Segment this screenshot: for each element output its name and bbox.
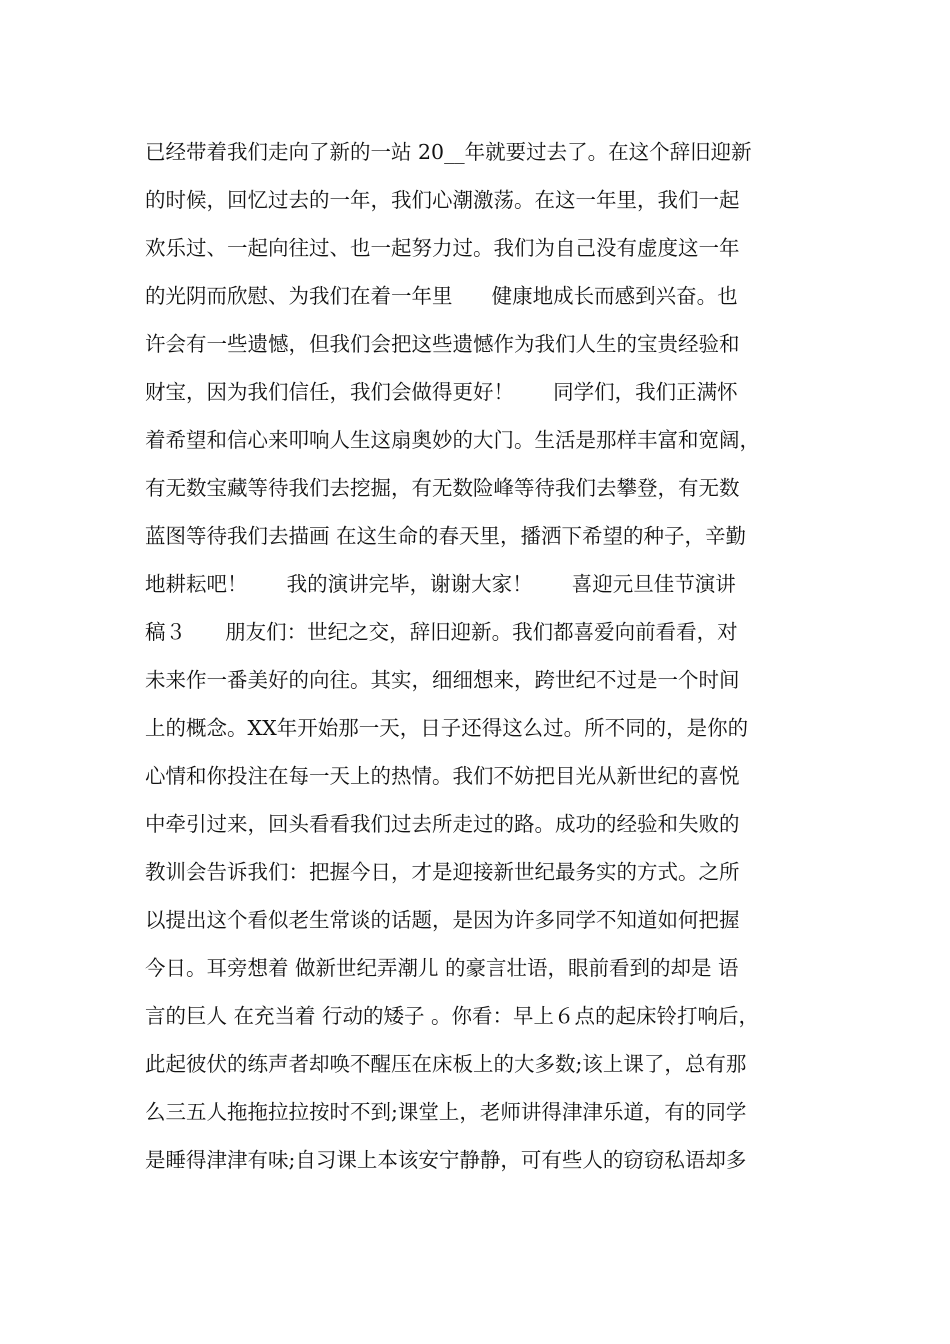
text-line: 已经带着我们走向了新的一站 20__年就要过去了。在这个辞旧迎新 <box>145 140 752 164</box>
text-line: 地耕耘吧！ 我的演讲完毕，谢谢大家！ 喜迎元旦佳节演讲 <box>145 572 736 596</box>
text-line: 的光阴而欣慰、为我们在着一年里 健康地成长而感到兴奋。也 <box>145 284 738 308</box>
text-line: 未来作一番美好的向往。其实，细细想来，跨世纪不过是一个时间 <box>145 668 740 692</box>
text-line: 心情和你投注在每一天上的热情。我们不妨把目光从新世纪的喜悦 <box>145 764 740 788</box>
text-line: 是睡得津津有味;自习课上本该安宁静静，可有些人的窃窃私语却多 <box>145 1148 747 1172</box>
body-text <box>145 128 815 1184</box>
text-line: 有无数宝藏等待我们去挖掘，有无数险峰等待我们去攀登，有无数 <box>145 476 740 500</box>
text-line: 蓝图等待我们去描画 在这生命的春天里，播洒下希望的种子，辛勤 <box>145 524 747 548</box>
text-line: 此起彼伏的练声者却唤不醒压在床板上的大多数;该上课了，总有那 <box>145 1052 747 1076</box>
text-line: 今日。耳旁想着 做新世纪弄潮儿 的豪言壮语，眼前看到的却是 语 <box>145 956 739 980</box>
text-line: 么三五人拖拖拉拉按时不到;课堂上，老师讲得津津乐道，有的同学 <box>145 1100 747 1124</box>
text-line: 中牵引过来，回头看看我们过去所走过的路。成功的经验和失败的 <box>145 812 740 836</box>
text-line: 上的概念。XX年开始那一天，日子还得这么过。所不同的，是你的 <box>145 716 749 740</box>
text-line: 教训会告诉我们：把握今日，才是迎接新世纪最务实的方式。之所 <box>145 860 740 884</box>
text-line: 欢乐过、一起向往过、也一起努力过。我们为自己没有虚度这一年 <box>145 236 740 260</box>
text-line: 财宝，因为我们信任，我们会做得更好！ 同学们，我们正满怀 <box>145 380 738 404</box>
text-line: 的时候，回忆过去的一年，我们心潮激荡。在这一年里，我们一起 <box>145 188 740 212</box>
text-line: 言的巨人 在充当着 行动的矮子 。你看：早上６点的起床铃打响后， <box>145 1004 760 1028</box>
text-line: 以提出这个看似老生常谈的话题，是因为许多同学不知道如何把握 <box>145 908 740 932</box>
text-line: 稿３ 朋友们：世纪之交，辞旧迎新。我们都喜爱向前看看，对 <box>145 620 738 644</box>
text-line: 着希望和信心来叩响人生这扇奥妙的大门。生活是那样丰富和宽阔， <box>145 428 760 452</box>
text-line: 许会有一些遗憾，但我们会把这些遗憾作为我们人生的宝贵经验和 <box>145 332 740 356</box>
